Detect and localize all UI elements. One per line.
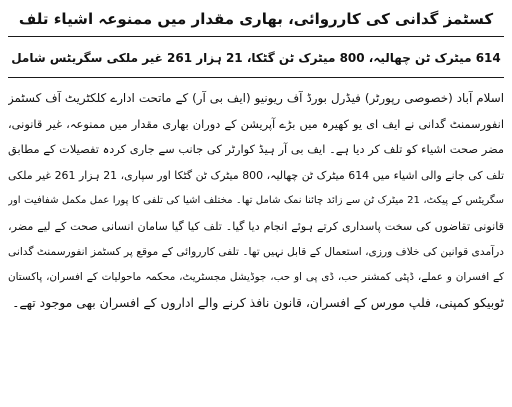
headline-sub: 614 میٹرک ٹن چھالیہ، 800 میٹرک ٹن گٹکا، 21 ہزار 261 غیر ملکی سگریٹس شامل xyxy=(11,51,501,65)
body-line: تلف کی جانے والی اشیاء میں 614 میٹرک ٹن چھالیہ، 800 میٹرک ٹن گٹکا اور سپاری، 21 ہزار 261 غیر ملکی xyxy=(8,168,504,182)
body-line: ٹوبیکو کمپنی، فلپ مورس کے افسران، قانون نافذ کرنے والے اداروں کے افسران بھی موجود تھے۔ xyxy=(12,295,504,310)
body-line: انفورسمنٹ گدانی نے ایف ای یو کھیرہ میں بڑے آپریشن کے دوران بھاری مقدار میں ممنوعہ، غیر قانونی، xyxy=(8,116,504,131)
headline-divider xyxy=(8,36,504,37)
body-line: کے افسران و عملے، ڈپٹی کمشنر حب، ڈی پی او حب، جوڈیشل مجسٹریٹ، محکمہ ماحولیات کے افسران، پاکستان xyxy=(8,270,504,283)
article-body xyxy=(8,86,504,316)
body-line: اسلام آباد (خصوصی رپورٹر) فیڈرل بورڈ آف ریونیو (ایف بی آر) کے ماتحت ادارے کلکٹریٹ آف کسٹمز xyxy=(8,91,504,105)
body-line: مضر صحت اشیاء کو تلف کر دیا ہے۔ ایف بی آر ہیڈ کوارٹر کی جانب سے جاری کردہ تفصیلات کے مطابق xyxy=(8,142,504,156)
body-line: سگریٹس کے پیکٹ، 21 میٹرک ٹن سے زائد چائنا نمک شامل تھا۔ مختلف اشیا کی تلفی کا پورا عمل مکمل شفافیت اور xyxy=(8,195,504,206)
body-line: قانونی تقاضوں کی سخت پاسداری کرتے ہوئے انجام دیا گیا۔ تلف کیا گیا سامان انسانی صحت کے لیے مضر، xyxy=(8,219,504,233)
subheadline-divider xyxy=(8,77,504,78)
headline-main: کسٹمز گدانی کی کارروائی، بھاری مقدار میں ممنوعہ اشیاء تلف xyxy=(18,10,494,28)
body-line: درآمدی قوانین کی خلاف ورزی، استعمال کے قابل نہیں تھا۔ تلفی کارروائی کے موقع پر کسٹمز انفورسمنٹ گدانی xyxy=(8,245,504,258)
